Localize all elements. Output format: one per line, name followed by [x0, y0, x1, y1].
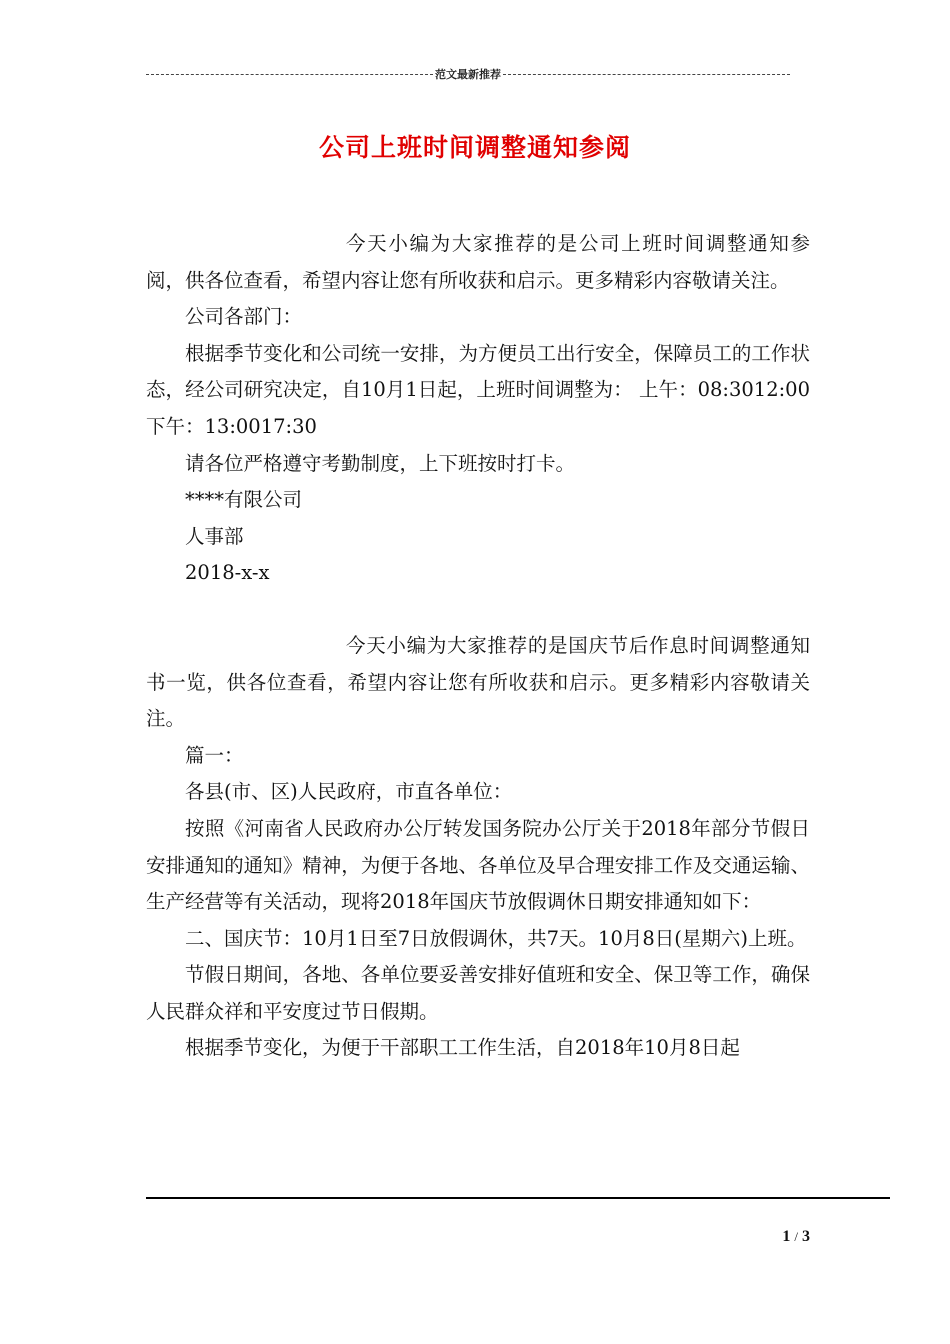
section-gap: [146, 592, 810, 628]
document-title: 公司上班时间调整通知参阅: [318, 133, 631, 162]
page-total: 3: [802, 1228, 810, 1245]
signature-date: 2018-x-x: [185, 561, 270, 585]
header-label: 范文最新推荐: [435, 68, 501, 81]
footer-rule: [146, 1197, 890, 1199]
schedule-paragraph: 根据季节变化，为便于干部职工工作生活，自2018年10月8日起: [185, 1036, 740, 1060]
duty-paragraph: 节假日期间，各地、各单位要妥善安排好值班和安全、保卫等工作，确保人民群众祥和平安度过节日假期。: [146, 963, 810, 1023]
section-heading: 篇一：: [185, 743, 244, 767]
header-dash-left: [146, 74, 433, 75]
basis-paragraph: 按照《河南省人民政府办公厅转发国务院办公厅关于2018年部分节假日安排通知的通知》精神，为便于各地、各单位及早合理安排工作及交通运输、生产经营等有关活动，现将2018年国庆节放假调休日期安排通知如下：: [146, 816, 810, 914]
notice-paragraph: 根据季节变化和公司统一安排，为方便员工出行安全，保障员工的工作状态，经公司研究决定，自10月1日起，上班时间调整为： 上午：08:3012:00 下午：13:0017:30: [146, 341, 810, 438]
page-separator: /: [794, 1229, 798, 1244]
document-body: [146, 226, 810, 1067]
header-rule: [146, 66, 790, 82]
page-number: [740, 1228, 810, 1246]
page-current: 1: [782, 1228, 791, 1245]
signature-company: ****有限公司: [185, 488, 303, 512]
header-dash-right: [503, 74, 790, 75]
signature-department: 人事部: [185, 524, 244, 548]
attendance-paragraph: 请各位严格遵守考勤制度，上下班按时打卡。: [185, 451, 576, 475]
salutation-2: 各县(市、区)人民政府，市直各单位：: [185, 780, 513, 804]
intro-paragraph-2: 今天小编为大家推荐的是国庆节后作息时间调整通知书一览，供各位查看，希望内容让您有所收获和启示。更多精彩内容敬请关注。: [146, 633, 810, 731]
intro-paragraph-1: 今天小编为大家推荐的是公司上班时间调整通知参阅，供各位查看，希望内容让您有所收获和启示。更多精彩内容敬请关注。: [146, 232, 810, 292]
salutation-1: 公司各部门：: [185, 305, 303, 329]
holiday-paragraph: 二、国庆节：10月1日至7日放假调休，共7天。10月8日(星期六)上班。: [185, 926, 807, 950]
